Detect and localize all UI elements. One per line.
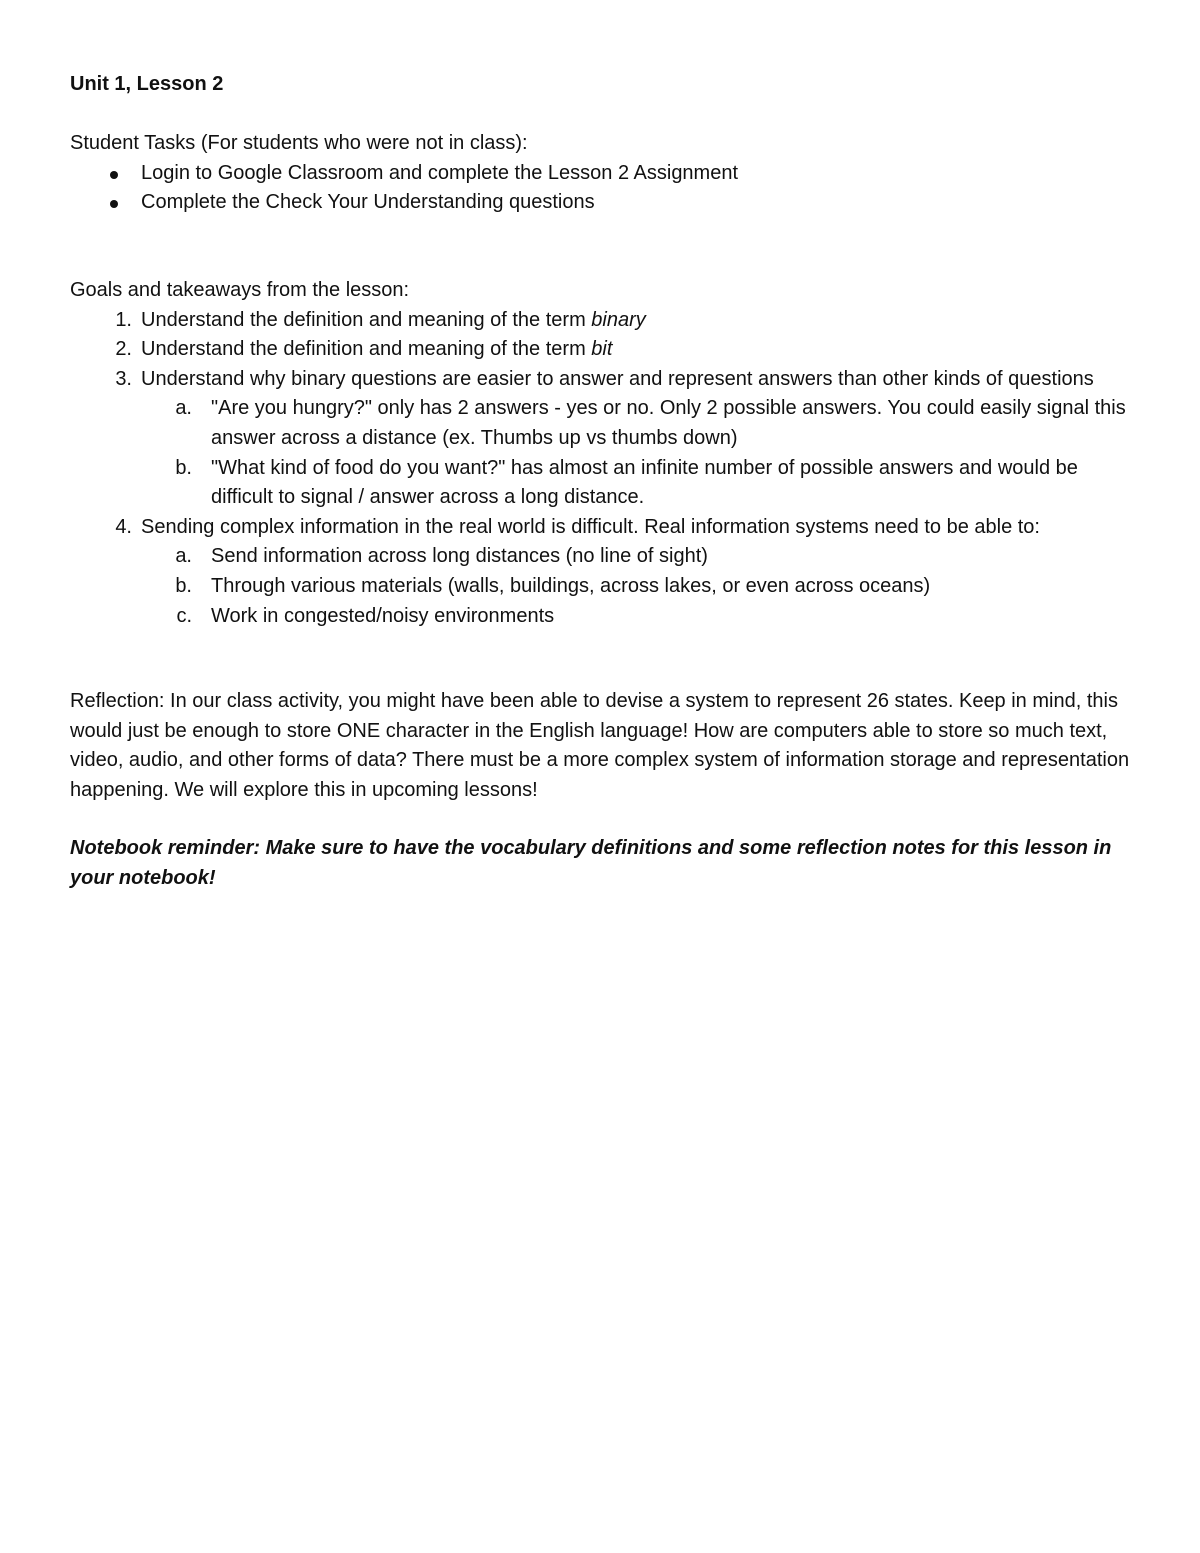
- goal-item: [70, 306, 1130, 336]
- goal-term: bit: [591, 338, 613, 361]
- goal-number: 2.: [115, 338, 132, 361]
- task-item: [70, 188, 1130, 218]
- task-item-text: Complete the Check Your Understanding questions: [141, 191, 595, 214]
- subitem-letter: a.: [175, 545, 192, 568]
- goal-text: Understand why binary questions are easier to answer and represent answers than other kinds of questions: [141, 367, 1094, 390]
- goal-text: Understand the definition and meaning of the term: [141, 338, 592, 361]
- student-tasks-section: [70, 129, 1130, 218]
- goal-term: binary: [591, 308, 646, 331]
- goal-number: 3.: [115, 367, 132, 390]
- reflection-text: Reflection: In our class activity, you might have been able to devise a system to represent 26 states. Keep in mind, this would just be enough to store ONE character in the English language! How are computers able to store so much text, video, audio, and other forms of data? There must be a more complex system of information storage and representation happening. We will explore this in upcoming lessons!: [70, 690, 1130, 801]
- subitem-text: Work in congested/noisy environments: [211, 604, 555, 627]
- task-item-text: Login to Google Classroom and complete the Lesson 2 Assignment: [141, 161, 739, 184]
- notebook-reminder: Notebook reminder: Make sure to have the vocabulary definitions and some reflection notes for this lesson in your notebook!: [70, 837, 1112, 889]
- notebook-reminder-section: [70, 834, 1130, 893]
- goal-number: 1.: [115, 308, 132, 331]
- subitem-text: "Are you hungry?" only has 2 answers - yes or no. Only 2 possible answers. You could easily signal this answer across a distance (ex. Thumbs up vs thumbs down): [211, 397, 1126, 449]
- goal-text: Understand the definition and meaning of the term: [141, 308, 592, 331]
- subitem-text: Through various materials (walls, buildings, across lakes, or even across oceans): [211, 574, 931, 597]
- goal-number: 4.: [115, 515, 132, 538]
- goal-item: [70, 513, 1130, 543]
- goal-item: [70, 335, 1130, 365]
- task-item: [70, 159, 1130, 189]
- bullet-icon: [110, 200, 118, 208]
- subitem-letter: c.: [176, 604, 192, 627]
- bullet-icon: [110, 171, 118, 179]
- goals-section: [70, 276, 1130, 631]
- tasks-heading: Student Tasks (For students who were not in class):: [70, 132, 528, 154]
- goal-subitem: [70, 602, 1130, 632]
- reflection-section: [70, 687, 1130, 805]
- subitem-text: Send information across long distances (no line of sight): [211, 545, 708, 568]
- subitem-letter: b.: [175, 574, 192, 597]
- goal-subitem: [70, 542, 1130, 572]
- goal-subitem: [70, 394, 1130, 453]
- page-title: Unit 1, Lesson 2: [70, 73, 224, 95]
- goal-subitem: [70, 572, 1130, 602]
- goal-item: [70, 365, 1130, 395]
- subitem-text: "What kind of food do you want?" has almost an infinite number of possible answers and would be difficult to signal / answer across a long distance.: [211, 456, 1078, 509]
- goal-text: Sending complex information in the real world is difficult. Real information systems need to be able to:: [141, 515, 1040, 538]
- subitem-letter: a.: [175, 397, 192, 420]
- goals-heading: Goals and takeaways from the lesson:: [70, 279, 410, 301]
- subitem-letter: b.: [175, 456, 192, 479]
- goal-subitem: [70, 454, 1130, 513]
